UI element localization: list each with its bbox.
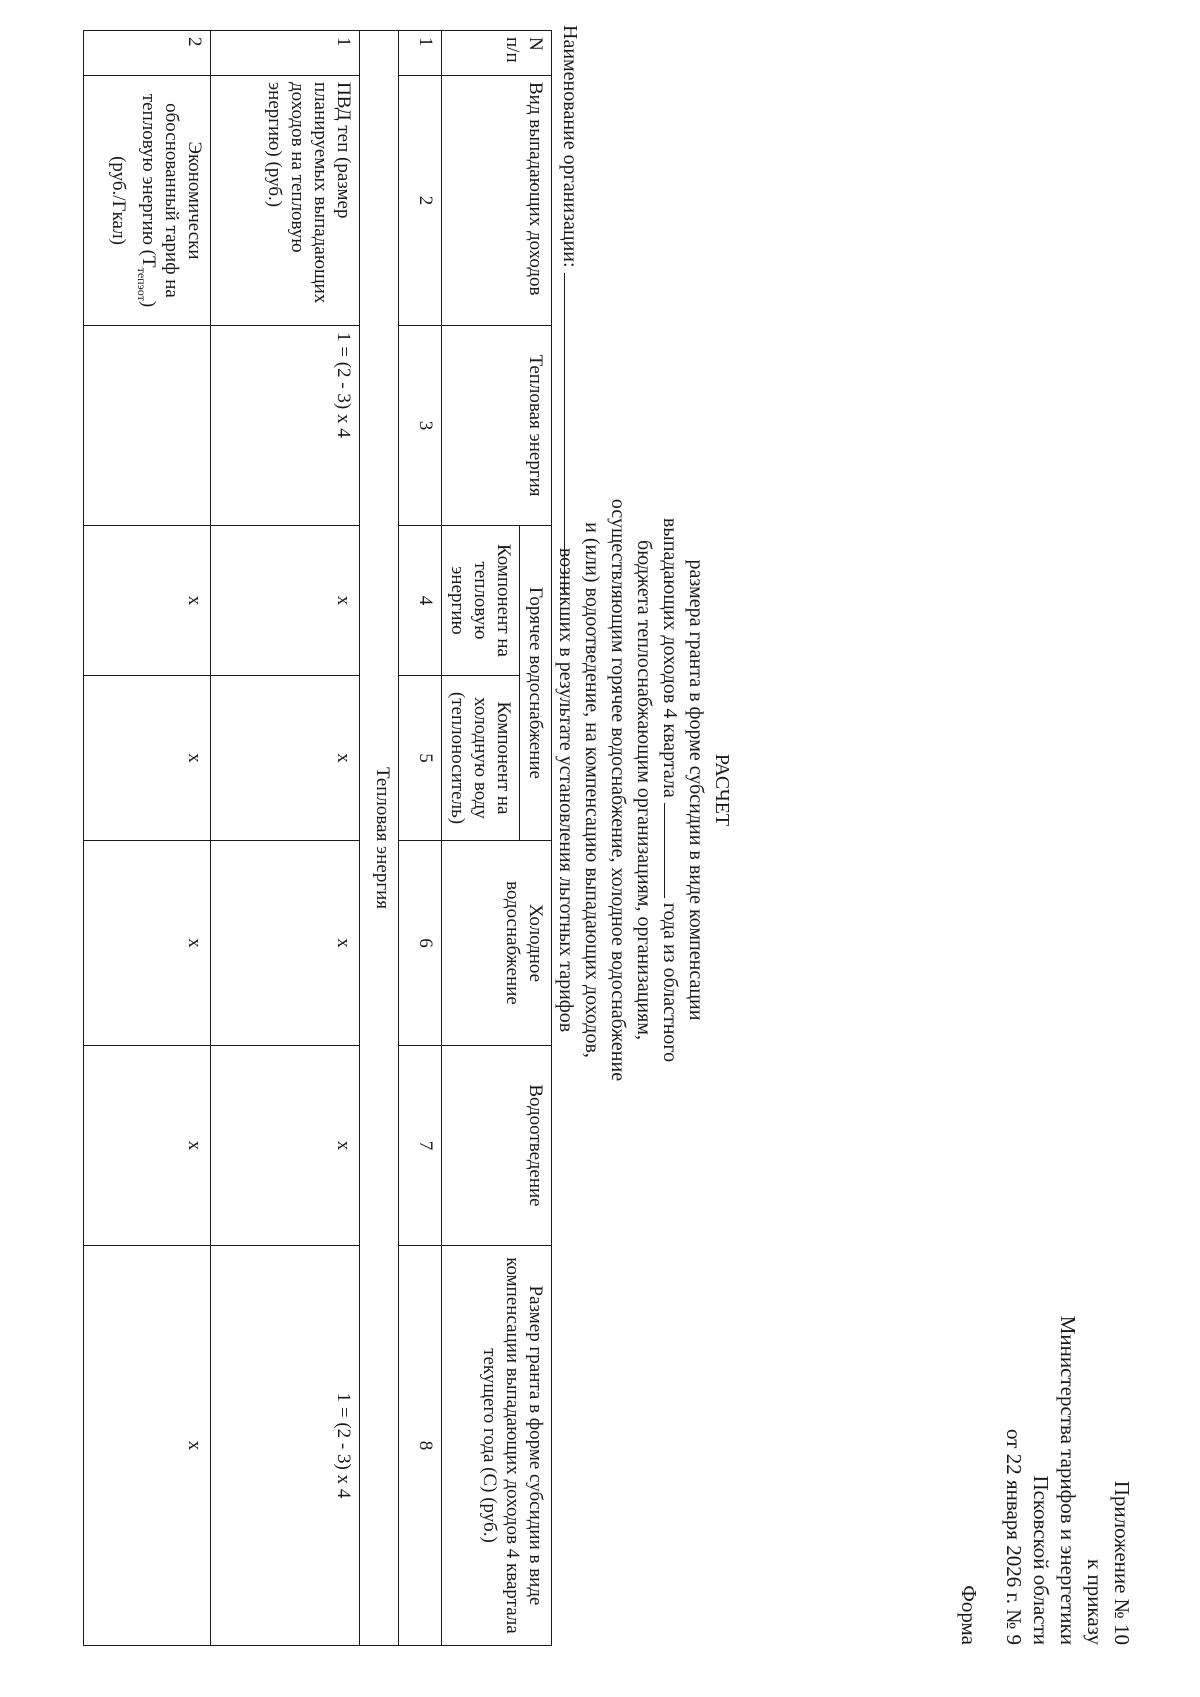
row-2-num: 2 — [84, 31, 211, 76]
row-1-hot-heat: х — [211, 526, 360, 676]
annex-ministry: Министерства тарифов и энергетики — [1056, 1315, 1080, 1645]
title-line-1: размера гранта в форме субсидии в виде компенсации — [685, 559, 707, 1021]
col-number-7: 7 — [399, 1046, 442, 1246]
row-1-num: 1 — [211, 31, 360, 76]
title-line-2: выпадающих доходов 4 квартала года из областного — [659, 517, 681, 1063]
header-num: N п/п — [442, 31, 552, 76]
form-label: Форма — [957, 1585, 981, 1645]
rotated-document-page — [25, 20, 1155, 1670]
header-hot-cold-component: Компонент на холодную воду (теплоноситель) — [442, 676, 520, 841]
header-hot-heat-component: Компонент на тепловую энергию — [442, 526, 520, 676]
annex-region: Псковской области — [1029, 1475, 1053, 1645]
col-number-4: 4 — [399, 526, 442, 676]
row-1-drain: х — [211, 1046, 360, 1246]
row-2-heat — [84, 326, 211, 526]
title-line-3: бюджета теплоснабжающим организациям, организациям, — [633, 540, 655, 1040]
row-2-hot-heat: х — [84, 526, 211, 676]
header-grant: Размер гранта в форме субсидии в виде компенсации выпадающих доходов 4 квартала текущего года (С) (руб.) — [442, 1246, 552, 1646]
table-row — [84, 31, 211, 1646]
row-1-heat: 1 = (2 - 3) х 4 — [211, 326, 360, 526]
row-1-name: ПВД теп (размер планируемых выпадающих доходов на тепловую энергию) (руб.) — [211, 76, 360, 326]
row-2-drain: х — [84, 1046, 211, 1246]
annex-number: Приложение № 10 — [1110, 1480, 1134, 1645]
title-line-5: и (или) водоотведение, на компенсацию выпадающих доходов, — [581, 522, 603, 1058]
annex-order-ref: к приказу — [1083, 1559, 1107, 1645]
row-2-grant: х — [84, 1246, 211, 1646]
organization-blank[interactable] — [564, 273, 583, 593]
row-2-hot-cold: х — [84, 676, 211, 841]
header-drainage: Водоотведение — [442, 1046, 552, 1246]
header-heat: Тепловая энергия — [442, 326, 552, 526]
title-line-6: возникших в результате установления льготных тарифов — [555, 547, 577, 1033]
row-1-cold: х — [211, 841, 360, 1046]
calculation-table — [83, 30, 552, 1646]
title-heading: РАСЧЕТ — [711, 753, 733, 827]
column-numbers-row — [399, 31, 442, 1646]
header-hot-water: Горячее водоснабжение — [520, 526, 552, 841]
organization-name-line — [558, 25, 583, 593]
section-row — [360, 31, 399, 1646]
header-row-1 — [520, 31, 552, 1646]
header-cold-water: Холодное водоснабжение — [442, 841, 552, 1046]
organization-label: Наименование организации: — [559, 25, 581, 268]
col-number-5: 5 — [399, 676, 442, 841]
section-heat-energy: Тепловая энергия — [360, 31, 399, 1646]
row-2-cold: х — [84, 841, 211, 1046]
row-1-hot-cold: х — [211, 676, 360, 841]
col-number-3: 3 — [399, 326, 442, 526]
col-number-1: 1 — [399, 31, 442, 76]
col-number-6: 6 — [399, 841, 442, 1046]
annex-header — [955, 1316, 1135, 1645]
table-row — [211, 31, 360, 1646]
annex-date: от 22 января 2026 г. № 9 — [1002, 1429, 1026, 1645]
header-type: Вид выпадающих доходов — [442, 76, 552, 326]
col-number-8: 8 — [399, 1246, 442, 1646]
title-line-4: осуществляющим горячее водоснабжение, холодное водоснабжение — [607, 498, 629, 1082]
col-number-2: 2 — [399, 76, 442, 326]
row-1-grant: 1 = (2 - 3) х 4 — [211, 1246, 360, 1646]
year-blank[interactable] — [664, 803, 683, 898]
row-2-name: Экономически обоснованный тариф на тепловую энергию $(Т_{тепэот})$ (руб./Гкал) — [84, 76, 211, 326]
